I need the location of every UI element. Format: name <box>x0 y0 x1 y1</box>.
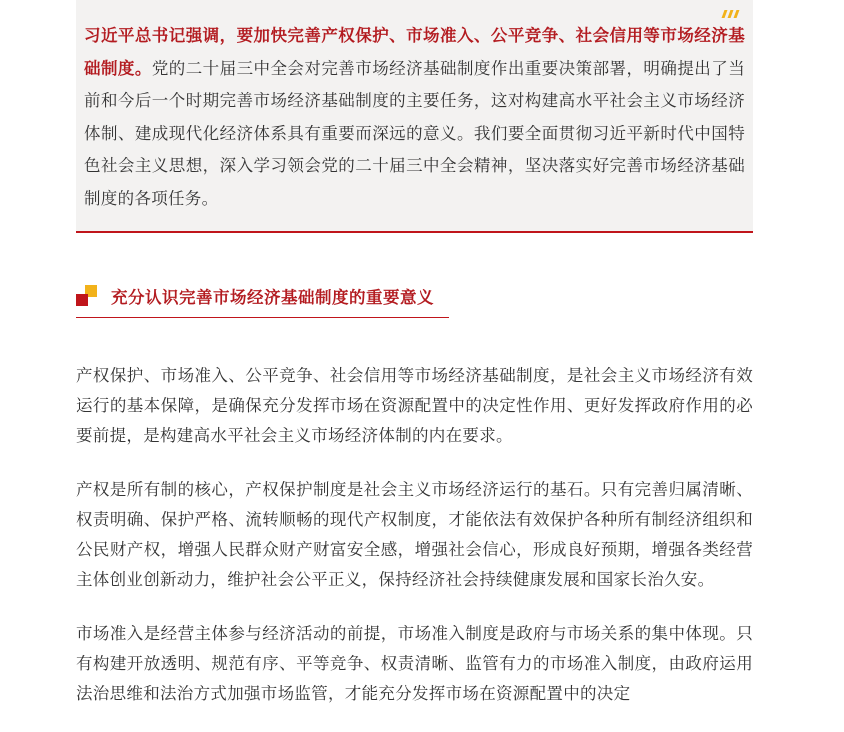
quote-marks-icon <box>721 10 741 18</box>
intro-lead: 习近平总书记强调，要加快完善产权保护、市场准入、公平竞争、社会信用等市场经济基础制度。 <box>84 26 745 78</box>
section-title: 充分认识完善市场经济基础制度的重要意义 <box>111 288 434 307</box>
section-square-icon <box>76 285 98 307</box>
section-heading <box>76 281 449 318</box>
paragraph-2: 产权是所有制的核心，产权保护制度是社会主义市场经济运行的基石。只有完善归属清晰、权责明确、保护严格、流转顺畅的现代产权制度，才能依法有效保护各种所有制经济组织和公民财产权，增强人民群众财产财富安全感，增强社会信心，形成良好预期，增强各类经营主体创业创新动力，维护社会公平正义，保持经济社会持续健康发展和国家长治久安。 <box>76 480 753 589</box>
article <box>76 0 753 709</box>
intro-body: 党的二十届三中全会对完善市场经济基础制度作出重要决策部署，明确提出了当前和今后一个时期完善市场经济基础制度的主要任务，这对构建高水平社会主义市场经济体制、建成现代化经济体系具有重要而深远的意义。我们要全面贯彻习近平新时代中国特色社会主义思想，深入学习领会党的二十届三中全会精神，坚决落实好完善市场经济基础制度的各项任务。 <box>84 58 745 208</box>
intro-box <box>76 0 753 233</box>
paragraph-1: 产权保护、市场准入、公平竞争、社会信用等市场经济基础制度，是社会主义市场经济有效运行的基本保障，是确保充分发挥市场在资源配置中的决定性作用、更好发挥政府作用的必要前提，是构建高水平社会主义市场经济体制的内在要求。 <box>76 366 753 445</box>
paragraph-3: 市场准入是经营主体参与经济活动的前提，市场准入制度是政府与市场关系的集中体现。只有构建开放透明、规范有序、平等竞争、权责清晰、监管有力的市场准入制度，由政府运用法治思维和法治方式加强市场监管，才能充分发挥市场在资源配置中的决定 <box>76 624 753 703</box>
